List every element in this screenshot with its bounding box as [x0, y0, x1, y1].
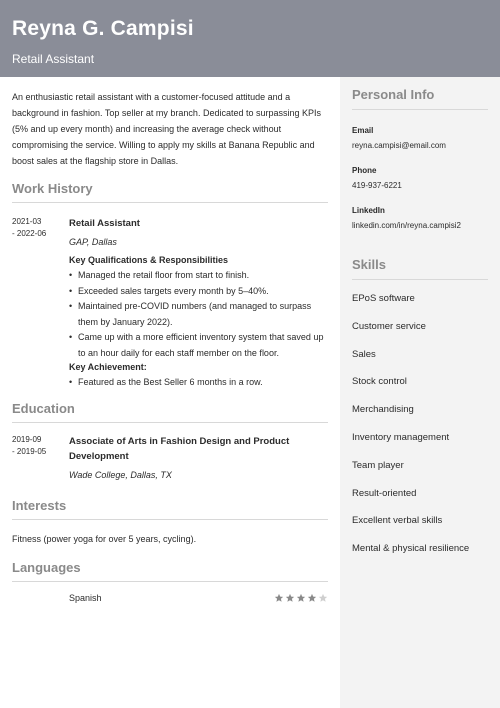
linkedin-block	[352, 206, 488, 231]
skill-item: Merchandising	[352, 404, 414, 416]
language-name: Spanish	[69, 592, 102, 603]
skill-item: Result-oriented	[352, 487, 417, 499]
education-school: Wade College, Dallas, TX	[69, 469, 172, 480]
star-empty-icon	[318, 593, 328, 603]
work-history-section	[12, 181, 328, 391]
language-rating	[273, 593, 328, 603]
language-row	[12, 593, 328, 603]
skill-item: Inventory management	[352, 431, 450, 443]
work-entry-company: GAP, Dallas	[69, 237, 117, 247]
skill-item: Excellent verbal skills	[352, 515, 443, 527]
star-filled-icon	[307, 593, 317, 603]
work-entry-start: 2021-03	[12, 217, 42, 226]
skill-item: Team player	[352, 459, 404, 471]
main-column	[12, 89, 328, 603]
skill-item: Stock control	[352, 376, 407, 388]
star-filled-icon	[285, 593, 295, 603]
candidate-name: Reyna G. Campisi	[12, 17, 194, 40]
education-entry-dates	[12, 434, 69, 481]
interests-heading: Interests	[12, 498, 328, 520]
education-degree: Associate of Arts in Fashion Design and Product Development	[69, 435, 290, 462]
linkedin-value: linkedin.com/in/reyna.campisi2	[352, 221, 461, 230]
qualifications-list	[69, 268, 328, 361]
work-entry-end: - 2022-06	[12, 229, 47, 238]
skill-item: Sales	[352, 348, 376, 360]
resume-header	[0, 0, 500, 77]
work-entry	[12, 216, 328, 391]
work-entry-title: Retail Assistant	[69, 218, 140, 229]
skill-item: Customer service	[352, 320, 426, 332]
skill-item: EPoS software	[352, 293, 415, 304]
phone-block	[352, 166, 488, 191]
candidate-title: Retail Assistant	[12, 52, 95, 66]
qualifications-heading: Key Qualifications & Responsibilities	[69, 255, 229, 265]
linkedin-label: LinkedIn	[352, 206, 385, 215]
skills-list	[352, 293, 488, 555]
education-entry-start: 2019-09	[12, 434, 42, 444]
star-filled-icon	[274, 593, 284, 603]
skill-item: Mental & physical resilience	[352, 543, 470, 555]
education-section	[12, 401, 328, 481]
work-entry-body	[69, 216, 328, 391]
education-heading: Education	[12, 401, 328, 423]
phone-value: 419-937-6221	[352, 181, 402, 190]
work-history-heading: Work History	[12, 181, 328, 203]
education-entry-body	[69, 434, 328, 481]
personal-info-heading: Personal Info	[352, 87, 488, 110]
work-entry-dates	[12, 216, 69, 391]
email-block	[352, 126, 488, 151]
achievement-list	[69, 375, 328, 391]
education-entry	[12, 434, 328, 481]
profile-summary: An enthusiastic retail assistant with a customer-focused attitude and a background in fashion. Top seller at my branch. Dedicated to surpassing KPIs (5% and up every month) and increasing the average check without compromising the service. Willing to apply my skills at Banana Republic and boost sales at the flagship store in Dallas.	[12, 92, 322, 166]
interests-section	[12, 498, 328, 545]
skills-heading: Skills	[352, 257, 488, 280]
star-filled-icon	[296, 593, 306, 603]
email-value: reyna.campisi@email.com	[352, 141, 446, 150]
list-item: • Featured as the Best Seller 6 months in a row.	[69, 375, 328, 391]
languages-section	[12, 560, 328, 603]
list-item: • Came up with a more efficient inventory system that saved up to an hour daily for each staff member on the floor.	[69, 330, 328, 361]
sidebar	[340, 77, 500, 708]
languages-heading: Languages	[12, 560, 328, 582]
list-item: • Managed the retail floor from start to finish.	[69, 268, 328, 284]
list-item: • Exceeded sales targets every month by 5–40%.	[69, 284, 328, 300]
phone-label: Phone	[352, 166, 377, 175]
education-entry-end: - 2019-05	[12, 446, 47, 456]
achievement-heading: Key Achievement:	[69, 362, 147, 372]
email-label: Email	[352, 126, 374, 135]
interests-text: Fitness (power yoga for over 5 years, cycling).	[12, 533, 197, 544]
list-item: • Maintained pre-COVID numbers (and managed to surpass them by January 2022).	[69, 299, 328, 330]
